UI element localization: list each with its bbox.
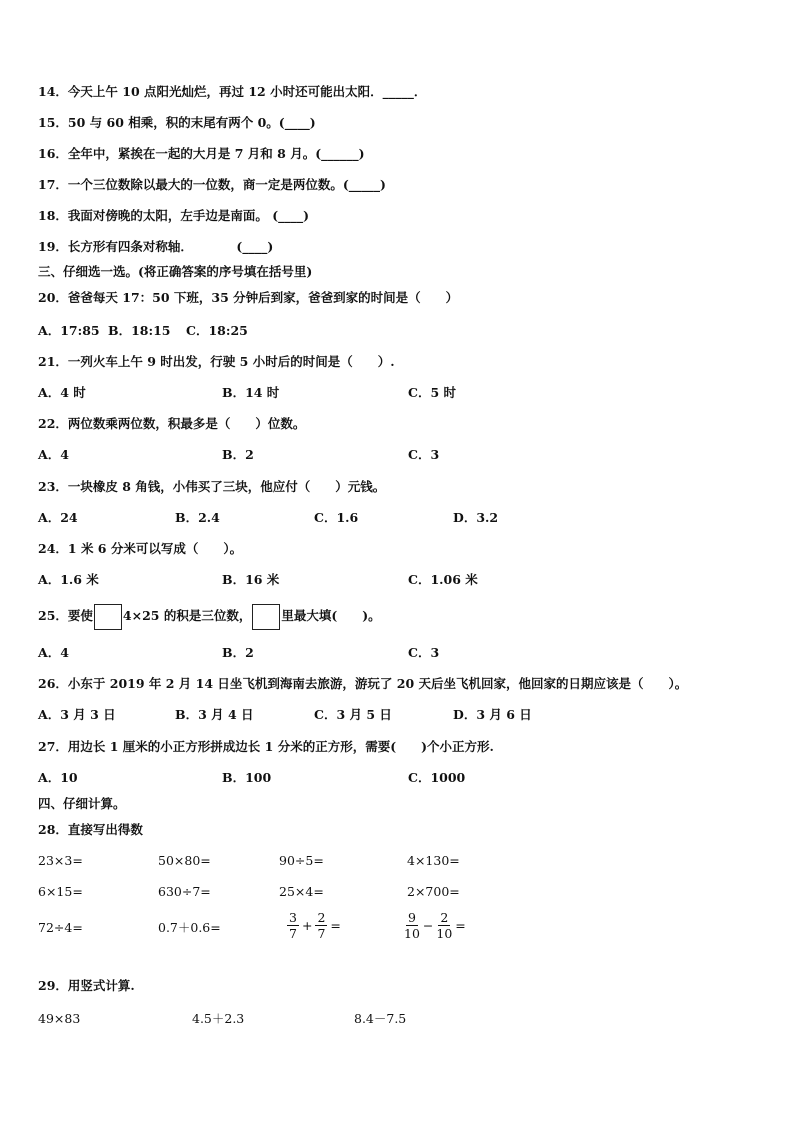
calc-item: 72÷4= [38,920,83,935]
vertical-calc-item: 49×83 [38,1011,81,1026]
calc-item: 6×15= [38,884,83,899]
q23-option-b: B．2.4 [175,510,220,525]
fraction: $\frac{2}{7}$ [317,910,326,941]
q24-option-c: C．1.06 米 [408,572,478,587]
question-28: 28．直接写出得数 [38,822,143,837]
q23-option-d: D．3.2 [453,510,499,525]
question-25 [38,603,381,630]
calc-item: 25×4= [279,884,324,899]
q22-option-c: C．3 [408,447,440,462]
blank-box [94,604,122,630]
q20-option-b: B．18:15 [108,323,171,338]
fraction-expression: $\frac{3}{7}$ + $\frac{2}{7}$ = [289,910,341,941]
fraction: $\frac{3}{7}$ [289,910,297,941]
question-20: 20．爸爸每天 17：50 下班，35 分钟后到家，爸爸到家的时间是（ ） [38,290,459,305]
blank-box [252,604,280,630]
question-22: 22．两位数乘两位数，积最多是（ ）位数。 [38,416,306,431]
question-24: 24．1 米 6 分米可以写成（ ）。 [38,541,243,556]
q21-option-c: C．5 时 [408,385,456,400]
q25-option-b: B．2 [222,645,254,660]
calc-item: 2×700= [407,884,460,899]
question-26: 26．小东于 2019 年 2 月 14 日坐飞机到海南去旅游，游玩了 20 天后坐飞机回家，他回家的日期应该是（ ）。 [38,676,688,691]
question-18: 18．我面对傍晚的太阳，左手边是南面。 (____) [38,208,310,223]
q23-option-c: C．1.6 [314,510,359,525]
q23-option-a: A．24 [38,510,78,525]
section-4-heading: 四、仔细计算。 [38,796,126,811]
q22-option-b: B．2 [222,447,254,462]
q20-option-a: A．17:85 [38,323,100,338]
calc-item: 50×80= [158,853,211,868]
q25-option-c: C．3 [408,645,440,660]
question-14: 14．今天上午 10 点阳光灿烂，再过 12 小时还可能出太阳．_____． [38,84,427,99]
q26-option-c: C．3 月 5 日 [314,707,392,722]
calc-item: 630÷7= [158,884,211,899]
calc-item: 23×3= [38,853,83,868]
question-19: 19．长方形有四条对称轴． (____) [38,239,274,254]
question-23: 23．一块橡皮 8 角钱，小伟买了三块，他应付（ ）元钱。 [38,479,386,494]
q26-option-a: A．3 月 3 日 [38,707,116,722]
q21-option-b: B．14 时 [222,385,280,400]
q24-option-b: B．16 米 [222,572,280,587]
question-29: 29．用竖式计算. [38,978,135,993]
q24-option-a: A．1.6 米 [38,572,99,587]
section-3-heading: 三、仔细选一选。(将正确答案的序号填在括号里) [38,264,313,279]
q25-text-3: 里最大填( )。 [281,608,381,623]
q25-text-1: 25．要使 [38,608,93,623]
fraction: $\frac{9}{10}$ [404,910,420,941]
q20-option-c: C．18:25 [186,323,248,338]
vertical-calc-item: 4.5＋2.3 [192,1011,245,1026]
q25-option-a: A．4 [38,645,69,660]
q26-option-b: B．3 月 4 日 [175,707,254,722]
calc-item: 4×130= [407,853,460,868]
fraction: $\frac{2}{10}$ [436,910,453,941]
q21-option-a: A．4 时 [38,385,86,400]
question-15: 15．50 与 60 相乘，积的末尾有两个 0。(____) [38,115,316,130]
question-21: 21．一列火车上午 9 时出发，行驶 5 小时后的时间是（ ）. [38,354,395,369]
fraction-expression: $\frac{9}{10}$ − $\frac{2}{10}$ = [404,910,466,941]
q26-option-d: D．3 月 6 日 [453,707,532,722]
vertical-calc-item: 8.4－7.5 [354,1011,407,1026]
q27-option-a: A．10 [38,770,78,785]
question-27: 27．用边长 1 厘米的小正方形拼成边长 1 分米的正方形，需要( )个小正方形. [38,739,494,754]
q27-option-b: B．100 [222,770,272,785]
question-16: 16．全年中，紧挨在一起的大月是 7 月和 8 月。(______) [38,146,365,161]
question-17: 17．一个三位数除以最大的一位数，商一定是两位数。(_____) [38,177,386,192]
calc-item: 0.7＋0.6= [158,920,221,935]
q27-option-c: C．1000 [408,770,466,785]
q22-option-a: A．4 [38,447,69,462]
calc-item: 90÷5= [279,853,324,868]
q25-text-2: 4×25 的积是三位数， [122,608,252,623]
